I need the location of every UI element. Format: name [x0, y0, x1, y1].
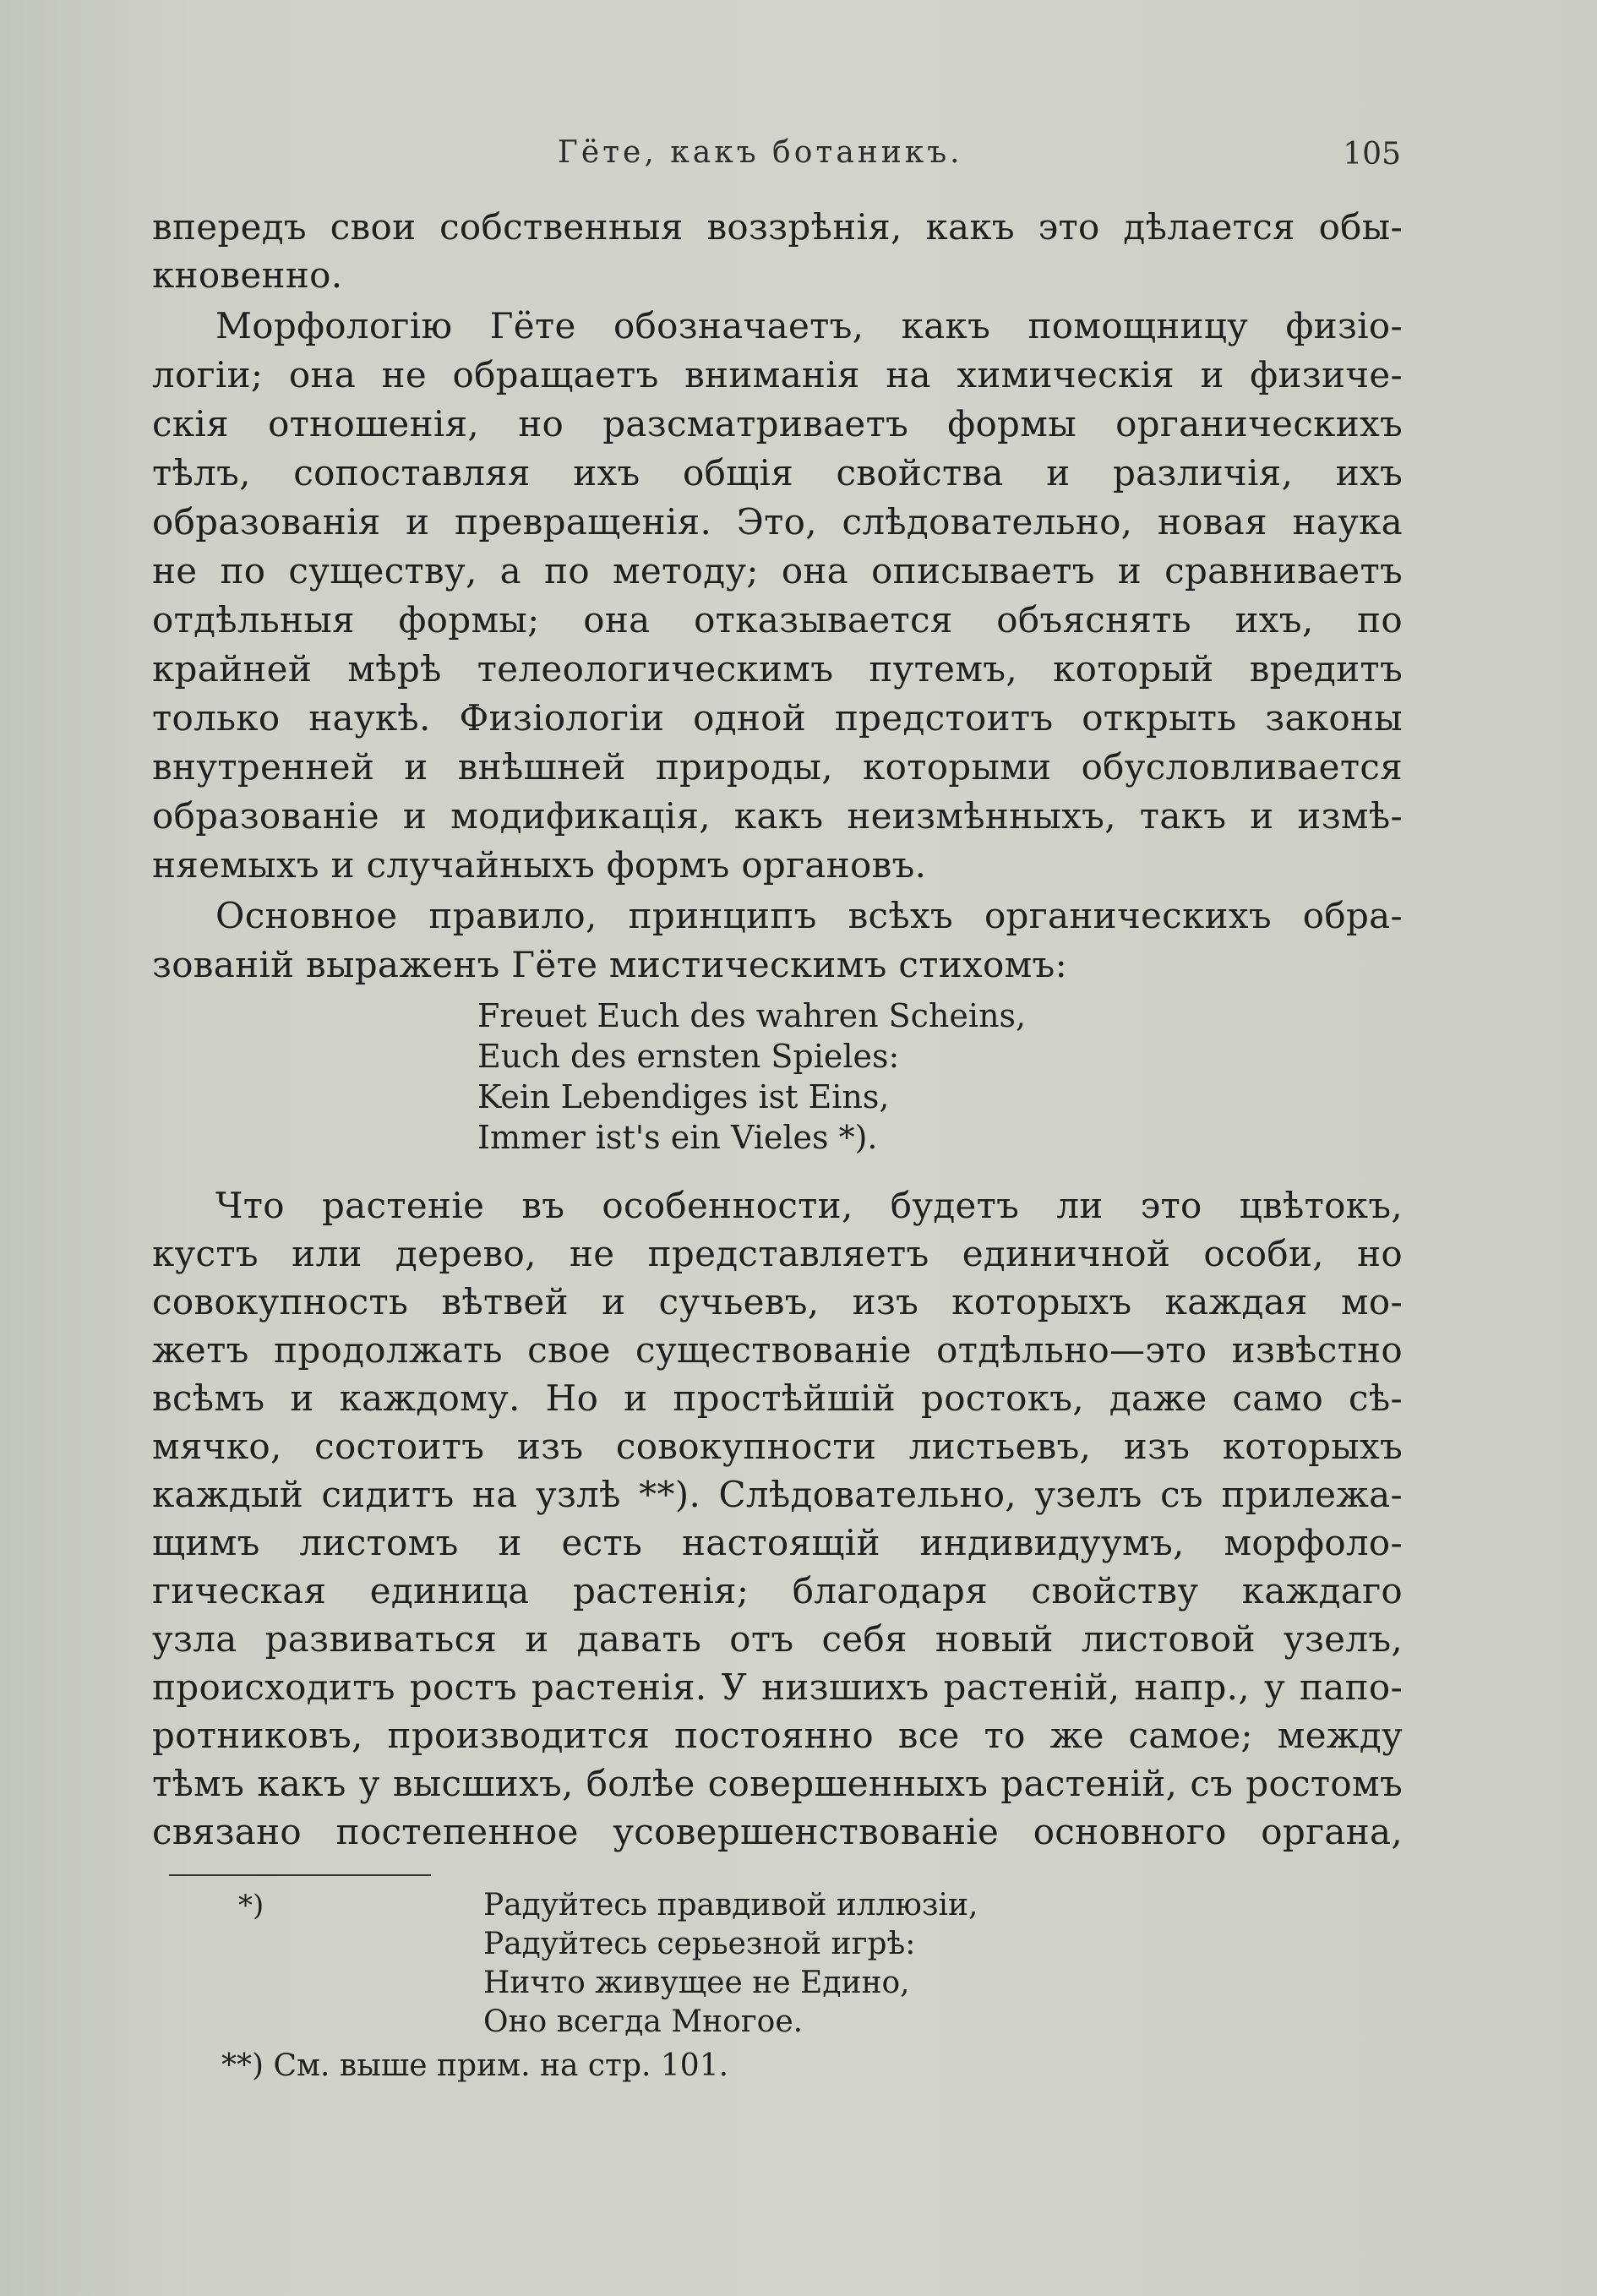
- text-line: только наукѣ. Физіологіи одной предстоитъ открыть законы: [152, 697, 1403, 739]
- text-line: щимъ листомъ и есть настоящій индивидуумъ, морфоло-: [152, 1522, 1403, 1563]
- text-line: всѣмъ и каждому. Но и простѣйшій ростокъ, даже само сѣ-: [152, 1377, 1403, 1419]
- text-line: скія отношенія, но разсматриваетъ формы органическихъ: [152, 403, 1403, 444]
- footnote-reference: **) См. выше прим. на стр. 101.: [221, 2048, 729, 2083]
- text-line: кустъ или дерево, не представляетъ единичной особи, но: [152, 1233, 1403, 1274]
- text-line: узла развиваться и давать отъ себя новый листовой узелъ,: [152, 1618, 1403, 1660]
- footnote-rule: [169, 1874, 431, 1876]
- text-line: няемыхъ и случайныхъ формъ органовъ.: [152, 844, 927, 886]
- verse-line: Kein Lebendiges ist Eins,: [477, 1078, 890, 1115]
- verse-line: Immer ist's ein Vieles *).: [477, 1119, 878, 1156]
- text-line: гическая единица растенія; благодаря свойству каждаго: [152, 1570, 1403, 1612]
- text-line: образованія и превращенія. Это, слѣдовательно, новая наука: [152, 501, 1403, 543]
- text-line: внутренней и внѣшней природы, которыми обусловливается: [152, 746, 1403, 788]
- verse-line: Freuet Euch des wahren Scheins,: [477, 997, 1027, 1034]
- text-line: не по существу, а по методу; она описываетъ и сравниваетъ: [152, 550, 1403, 592]
- text-line: впередъ свои собственныя воззрѣнія, какъ это дѣлается обы-: [152, 206, 1403, 248]
- text-line: ротниковъ, производится постоянно все то же самое; между: [152, 1715, 1403, 1756]
- text-line: зованій выраженъ Гёте мистическимъ стихомъ:: [152, 944, 1068, 985]
- text-line: Морфологію Гёте обозначаетъ, какъ помощницу физіо-: [215, 305, 1403, 346]
- text-line: крайней мѣрѣ телеологическимъ путемъ, который вредитъ: [152, 648, 1403, 690]
- text-line: связано постепенное усовершенствованіе основного органа,: [152, 1811, 1403, 1852]
- text-line: тѣлъ, сопоставляя ихъ общія свойства и различія, ихъ: [152, 452, 1403, 494]
- footnote-verse-line: Ничто живущее не Едино,: [483, 1966, 910, 2000]
- footnote-verse-line: Радуйтесь серьезной игрѣ:: [483, 1927, 916, 1961]
- text-line: жетъ продолжать свое существованіе отдѣльно—это извѣстно: [152, 1329, 1403, 1371]
- page-header: [0, 135, 1597, 186]
- footnote-verse-line: Радуйтесь правдивой иллюзіи,: [483, 1888, 978, 1922]
- footnote-mark: *): [238, 1889, 264, 1922]
- text-line: мячко, состоитъ изъ совокупности листьевъ, изъ которыхъ: [152, 1426, 1403, 1467]
- verse-line: Euch des ernsten Spieles:: [477, 1038, 900, 1075]
- text-line: Основное правило, принципъ всѣхъ органическихъ обра-: [215, 895, 1403, 936]
- text-line: Что растеніе въ особенности, будетъ ли это цвѣтокъ,: [215, 1185, 1403, 1226]
- page-number: 105: [1343, 137, 1401, 172]
- text-line: совокупность вѣтвей и сучьевъ, изъ которыхъ каждая мо-: [152, 1281, 1403, 1323]
- text-line: образованіе и модификація, какъ неизмѣнныхъ, такъ и измѣ-: [152, 795, 1403, 837]
- text-line: тѣмъ какъ у высшихъ, болѣе совершенныхъ растеній, съ ростомъ: [152, 1763, 1403, 1804]
- text-line: отдѣльныя формы; она отказывается объяснять ихъ, по: [152, 599, 1403, 641]
- text-line: происходитъ ростъ растенія. У низшихъ растеній, напр., у папо-: [152, 1666, 1403, 1708]
- text-line: каждый сидитъ на узлѣ **). Слѣдовательно, узелъ съ прилежа-: [152, 1474, 1403, 1515]
- running-title: Гёте, какъ ботаникъ.: [558, 135, 963, 170]
- text-line: кновенно.: [152, 254, 343, 296]
- text-line: логіи; она не обращаетъ вниманія на химическія и физиче-: [152, 354, 1403, 395]
- footnote-verse-line: Оно всегда Многое.: [483, 2004, 804, 2039]
